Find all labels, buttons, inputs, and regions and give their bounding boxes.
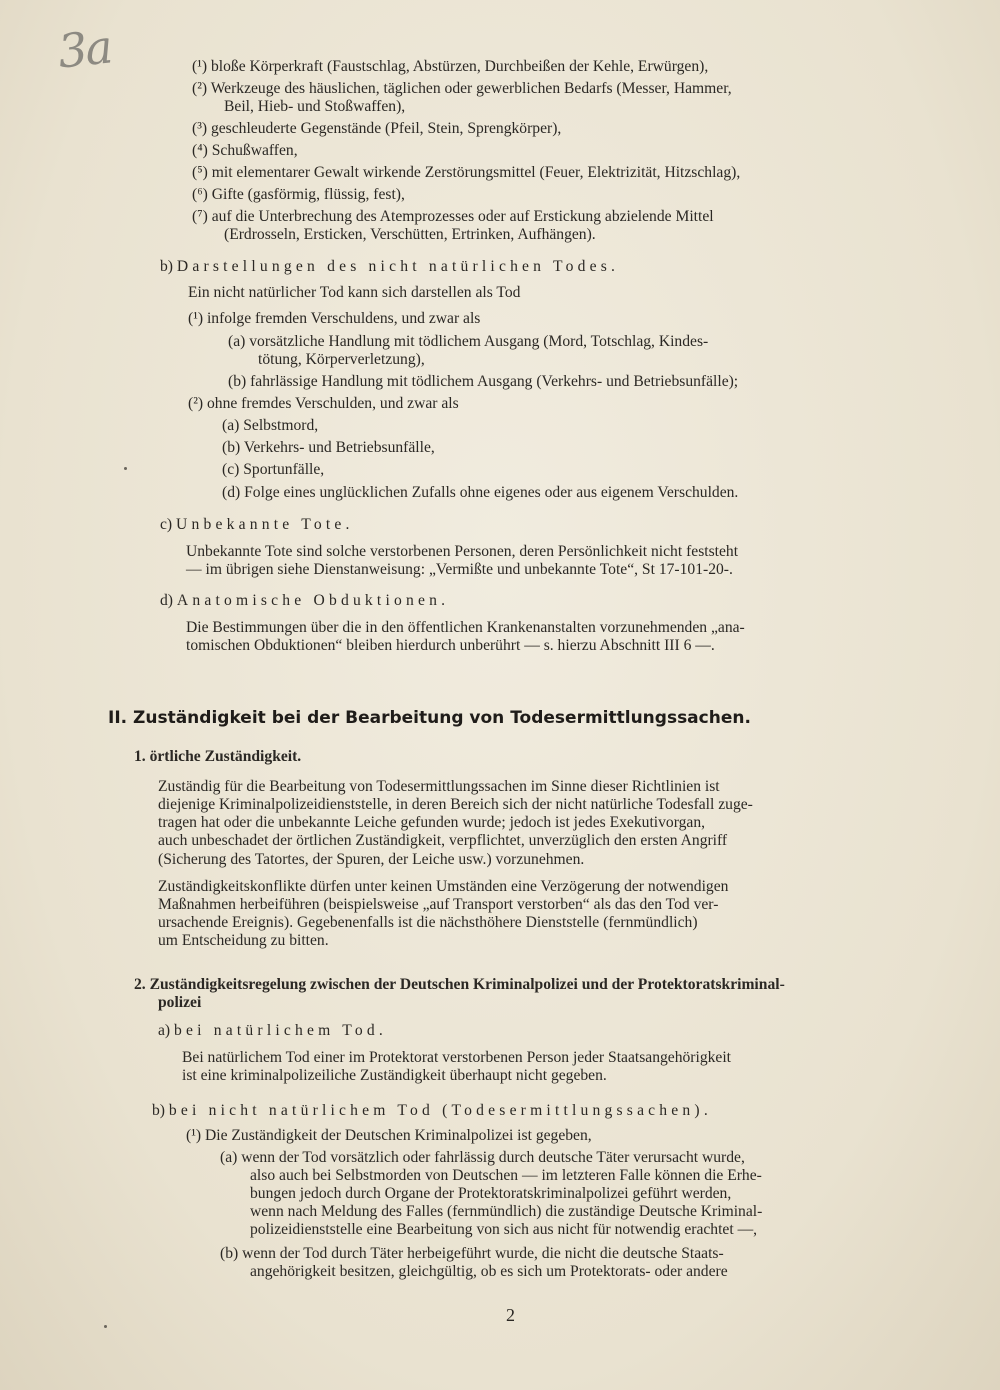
sec1-para2-l1: Zuständigkeitskonflikte dürfen unter keinen Umständen eine Verzögerung der notwendigen [158, 878, 729, 895]
section-title: Darstellungen des nicht natürlichen Todes. [176, 258, 620, 275]
item-text: mit elementarer Gewalt wirkende Zerstörungsmittel (Feuer, Elektrizität, Hitzschlag), [211, 164, 741, 181]
section-II-heading: II. Zuständigkeit bei der Bearbeitung von Todesermittlungssachen. [108, 708, 751, 728]
sec2-b1a-l4: wenn nach Meldung des Falles (fernmündlich) die zuständige Deutsche Kriminal- [250, 1203, 763, 1220]
section-d-line2: tomischen Obduktionen“ bleiben hierdurch unberührt — s. hierzu Abschnitt III 6 —. [186, 637, 715, 654]
item-text: ohne fremdes Verschulden, und zwar als [206, 395, 459, 412]
item-text: Werkzeuge des häuslichen, täglichen oder gewerblichen Bedarfs (Messer, Hammer, [210, 80, 732, 97]
item-1 [192, 58, 708, 76]
item-3 [192, 120, 561, 138]
item-text: auf die Unterbrechung des Atemprozesses oder auf Erstickung abzielende Mittel [211, 208, 714, 225]
item-text: infolge fremden Verschuldens, und zwar als [206, 310, 481, 327]
item-text: wenn der Tod vorsätzlich oder fahrlässig durch deutsche Täter verursacht wurde, [241, 1149, 745, 1166]
item-text: Selbstmord, [243, 417, 319, 434]
sec2-b1b-l1: (b) wenn der Tod durch Täter herbeigeführt wurde, die nicht die deutsche Staats- [220, 1245, 724, 1262]
item-text: bloße Körperkraft (Faustschlag, Abstürzen, Durchbeißen der Kehle, Erwürgen), [210, 58, 709, 75]
item-text: geschleuderte Gegenstände (Pfeil, Stein, Sprengkörper), [210, 120, 562, 137]
sec1-title: 1. örtliche Zuständigkeit. [134, 748, 302, 765]
section-c-line2: — im übrigen siehe Dienstanweisung: „Vermißte und unbekannte Tote“, St 17-101-20-. [186, 561, 733, 578]
sec1-para1-l2: diejenige Kriminalpolizeidienststelle, in deren Bereich sich der nicht natürliche Todesfall zuge- [158, 796, 753, 813]
item-number: (⁴) [192, 142, 208, 159]
section-b-p2b: (b) Verkehrs- und Betriebsunfälle, [222, 439, 435, 456]
section-b-intro: Ein nicht natürlicher Tod kann sich darstellen als Tod [188, 284, 521, 301]
sec2-b1a-l3: bungen jedoch durch Organe der Protektoratskriminalpolizei geführt werden, [250, 1185, 732, 1202]
section-label: d) [160, 592, 173, 609]
section-b-p1a: (a) vorsätzliche Handlung mit tödlichem Ausgang (Mord, Totschlag, Kindes- [228, 333, 709, 350]
item-text: vorsätzliche Handlung mit tödlichem Ausgang (Mord, Totschlag, Kindes- [249, 333, 709, 350]
section-b-p2d: (d) Folge eines unglücklichen Zufalls ohne eigenes oder aus eigenem Verschulden. [222, 484, 739, 501]
item-7 [192, 208, 714, 226]
sec2-a-heading [158, 1022, 387, 1040]
section-label: a) [158, 1022, 171, 1039]
item-6 [192, 186, 405, 204]
section-title: bei nicht natürlichem Tod (Todesermittlungssachen). [168, 1102, 712, 1119]
section-label: c) [160, 516, 173, 533]
sec2-b1a-l1: (a) wenn der Tod vorsätzlich oder fahrlässig durch deutsche Täter verursacht wurde, [220, 1149, 745, 1166]
sec2-b-heading [152, 1102, 712, 1120]
item-number: (⁵) [192, 164, 208, 181]
item-text: Sportunfälle, [243, 461, 325, 478]
section-label: b) [152, 1102, 165, 1119]
section-b-p1 [188, 310, 480, 328]
item-text: Gifte (gasförmig, flüssig, fest), [211, 186, 405, 203]
item-text: fahrlässige Handlung mit tödlichem Ausgang (Verkehrs- und Betriebsunfälle); [250, 373, 739, 390]
item-number: (¹) [186, 1127, 202, 1144]
section-title: Anatomische Obduktionen. [176, 592, 450, 609]
sec1-para1-l4: auch unbeschadet der örtlichen Zuständigkeit, verpflichtet, unverzüglich den ersten Angriff [158, 832, 728, 849]
section-label: b) [160, 258, 173, 275]
sec2-b1a-l5: polizeidienststelle eine Bearbeitung von sich aus nicht für notwendig erachtet —, [250, 1221, 758, 1238]
item-text: Schußwaffen, [211, 142, 298, 159]
item-number: (¹) [192, 58, 208, 75]
sec2-b1 [186, 1127, 592, 1145]
item-text: Verkehrs- und Betriebsunfälle, [243, 439, 435, 456]
item-2-cont: Beil, Hieb- und Stoßwaffen), [224, 98, 406, 115]
sec2-b1a-l2: also auch bei Selbstmorden von Deutschen — im letzteren Falle können die Erhe- [250, 1167, 762, 1184]
section-b-p2 [188, 395, 459, 413]
paper-speck [104, 1325, 107, 1328]
item-number: (⁷) [192, 208, 208, 225]
item-2 [192, 80, 732, 98]
section-title: bei natürlichem Tod. [174, 1022, 387, 1039]
sec2-title-l1: 2. Zuständigkeitsregelung zwischen der Deutschen Kriminalpolizei und der Protektoratskriminal- [134, 976, 785, 993]
handwritten-page-mark: 3a [55, 19, 114, 79]
page-number: 2 [506, 1305, 515, 1325]
item-text: wenn der Tod durch Täter herbeigeführt wurde, die nicht die deutsche Staats- [242, 1245, 724, 1262]
section-b-p1a-cont: tötung, Körperverletzung), [258, 351, 425, 368]
item-number: (²) [192, 80, 208, 97]
sec2-title-l2: polizei [158, 994, 202, 1011]
paper-speck [124, 467, 127, 470]
section-b-p2a: (a) Selbstmord, [222, 417, 319, 434]
item-number: (¹) [188, 310, 204, 327]
item-4 [192, 142, 298, 160]
item-text: Die Zuständigkeit der Deutschen Kriminalpolizei ist gegeben, [204, 1127, 592, 1144]
sec1-para2-l2: Maßnahmen herbeiführen (beispielsweise „auf Transport verstorben“ als das den Tod ver- [158, 896, 719, 913]
sec2-a-line2: ist eine kriminalpolizeiliche Zuständigkeit überhaupt nicht gegeben. [182, 1067, 607, 1084]
section-b-p2c: (c) Sportunfälle, [222, 461, 325, 478]
section-c-heading [160, 516, 354, 534]
section-title: Unbekannte Tote. [176, 516, 354, 533]
item-7-cont: (Erdrosseln, Ersticken, Verschütten, Ertrinken, Aufhängen). [224, 226, 596, 243]
item-text: Folge eines unglücklichen Zufalls ohne eigenes oder aus eigenem Verschulden. [244, 484, 739, 501]
section-b-p1b: (b) fahrlässige Handlung mit tödlichem Ausgang (Verkehrs- und Betriebsunfälle); [228, 373, 739, 390]
sec1-para1-l5: (Sicherung des Tatortes, der Spuren, der Leiche usw.) vorzunehmen. [158, 851, 585, 868]
section-b-heading [160, 258, 619, 276]
item-number: (⁶) [192, 186, 208, 203]
item-5 [192, 164, 740, 182]
item-number: (³) [192, 120, 208, 137]
sec1-para1-l1: Zuständig für die Bearbeitung von Todesermittlungssachen im Sinne dieser Richtlinien ist [158, 778, 720, 795]
section-d-line1: Die Bestimmungen über die in den öffentlichen Krankenanstalten vorzunehmenden „ana- [186, 619, 745, 636]
sec1-para1-l3: tragen hat oder die unbekannte Leiche gefunden wurde; jedoch ist jedes Exekutivorgan, [158, 814, 706, 831]
section-d-heading [160, 592, 449, 610]
sec2-b1b-l2: angehörigkeit besitzen, gleichgültig, ob es sich um Protektorats- oder andere [250, 1263, 728, 1280]
sec2-a-line1: Bei natürlichem Tod einer im Protektorat verstorbenen Person jeder Staatsangehörigkeit [182, 1049, 732, 1066]
section-c-line1: Unbekannte Tote sind solche verstorbenen Personen, deren Persönlichkeit nicht feststeht [186, 543, 739, 560]
item-number: (²) [188, 395, 204, 412]
sec1-para2-l4: um Entscheidung zu bitten. [158, 932, 329, 949]
sec1-para2-l3: ursachende Ereignis). Gegebenenfalls ist die nächsthöhere Dienststelle (fernmündlich) [158, 914, 698, 931]
